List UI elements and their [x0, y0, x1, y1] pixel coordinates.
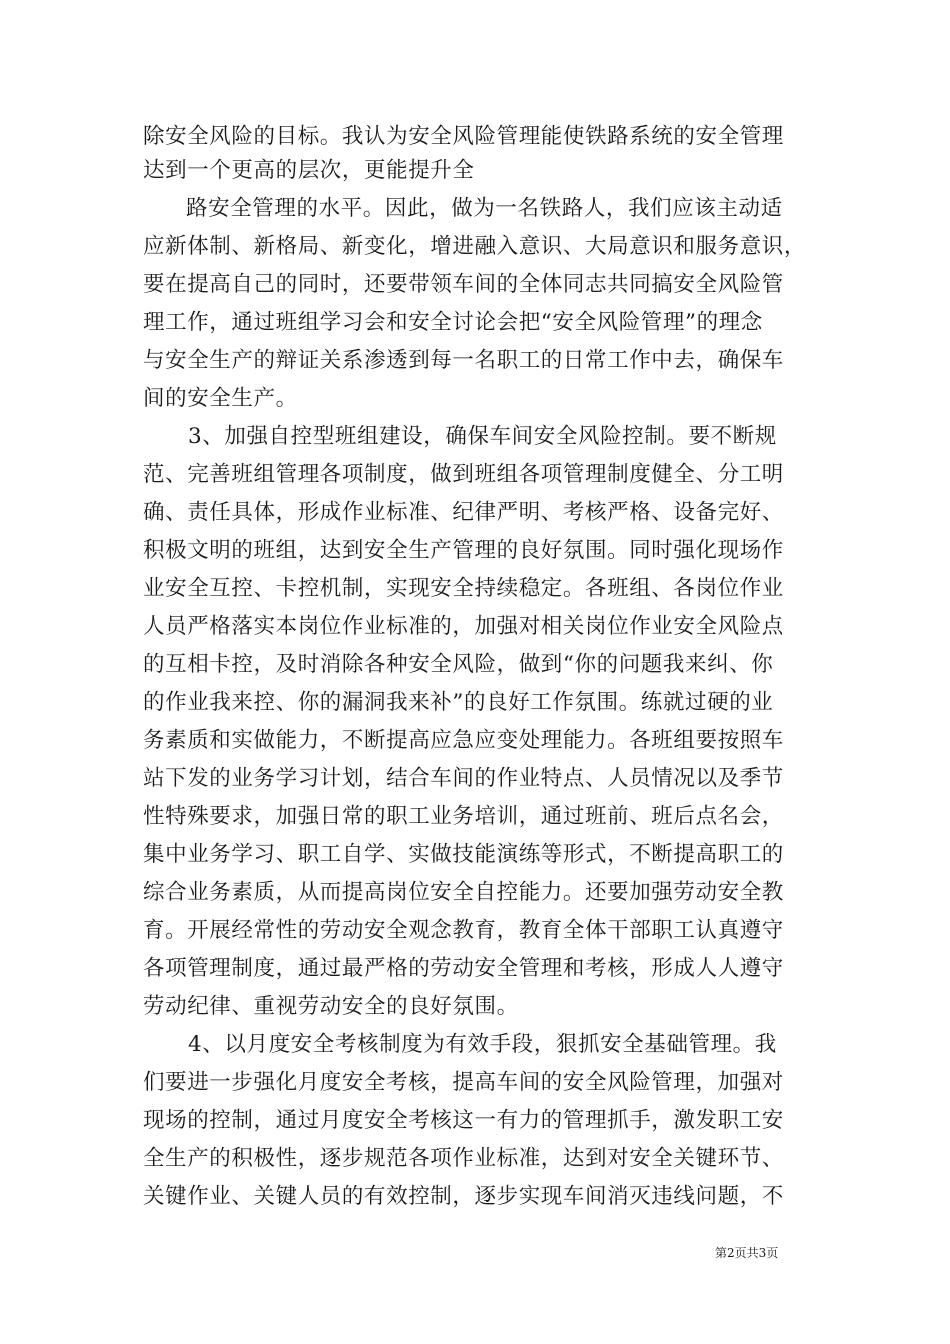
text-line: 间的安全生产。: [143, 386, 298, 411]
text-line: 集中业务学习、职工自学、实做技能演练等形式，不断提高职工的: [143, 842, 784, 867]
text-line: 劳动纪律、重视劳动安全的良好氛围。: [143, 994, 519, 1019]
text-line: 人员严格落实本岗位作业标准的，加强对相关岗位作业安全风险点: [143, 614, 784, 639]
text-line: 性特殊要求，加强日常的职工业务培训，通过班前、班后点名会，: [143, 804, 784, 829]
text-line: 3、加强自控型班组建设，确保车间安全风险控制。要不断规: [188, 424, 777, 449]
text-line: 全生产的积极性，逐步规范各项作业标准，达到对安全关键环节、: [143, 1146, 784, 1171]
text-line: 的作业我来控、你的漏洞我来补”的良好工作氛围。练就过硬的业: [143, 690, 774, 715]
text-line: 确、责任具体，形成作业标准、纪律严明、考核严格、设备完好、: [143, 500, 784, 525]
text-line: 关键作业、关键人员的有效控制，逐步实现车间消灭违线问题，不: [143, 1184, 784, 1209]
text-line: 各项管理制度，通过最严格的劳动安全管理和考核，形成人人遵守: [143, 956, 784, 981]
text-line: 们要进一步强化月度安全考核，提高车间的安全风险管理，加强对: [143, 1070, 784, 1095]
text-line: 范、完善班组管理各项制度，做到班组各项管理制度健全、分工明: [143, 462, 784, 487]
text-line: 的互相卡控，及时消除各种安全风险，做到“你的问题我来纠、你: [143, 652, 774, 677]
text-line: 要在提高自己的同时，还要带领车间的全体同志共同搞安全风险管: [143, 272, 784, 297]
text-line: 应新体制、新格局、新变化，增进融入意识、大局意识和服务意识，: [143, 234, 807, 259]
text-line: 达到一个更高的层次，更能提升全: [143, 158, 475, 183]
text-line: 站下发的业务学习计划，结合车间的作业特点、人员情况以及季节: [143, 766, 784, 791]
page-number: 第2页共3页: [715, 1246, 779, 1260]
text-line: 路安全管理的水平。因此，做为一名铁路人，我们应该主动适: [186, 196, 783, 221]
text-line: 务素质和实做能力，不断提高应急应变处理能力。各班组要按照车: [143, 728, 784, 753]
text-line: 4、以月度安全考核制度为有效手段，狠抓安全基础管理。我: [188, 1032, 777, 1057]
text-line: 现场的控制，通过月度安全考核这一有力的管理抓手，激发职工安: [143, 1108, 784, 1133]
text-line: 育。开展经常性的劳动安全观念教育，教育全体干部职工认真遵守: [143, 918, 784, 943]
text-line: 积极文明的班组，达到安全生产管理的良好氛围。同时强化现场作: [143, 538, 784, 563]
text-line: 与安全生产的辩证关系渗透到每一名职工的日常工作中去，确保车: [143, 348, 784, 373]
text-line: 理工作，通过班组学习会和安全讨论会把“安全风险管理”的理念: [143, 310, 763, 335]
text-line: 除安全风险的目标。我认为安全风险管理能使铁路系统的安全管理: [143, 124, 784, 149]
text-line: 业安全互控、卡控机制，实现安全持续稳定。各班组、各岗位作业: [143, 576, 784, 601]
text-line: 综合业务素质，从而提高岗位安全自控能力。还要加强劳动安全教: [143, 880, 784, 905]
